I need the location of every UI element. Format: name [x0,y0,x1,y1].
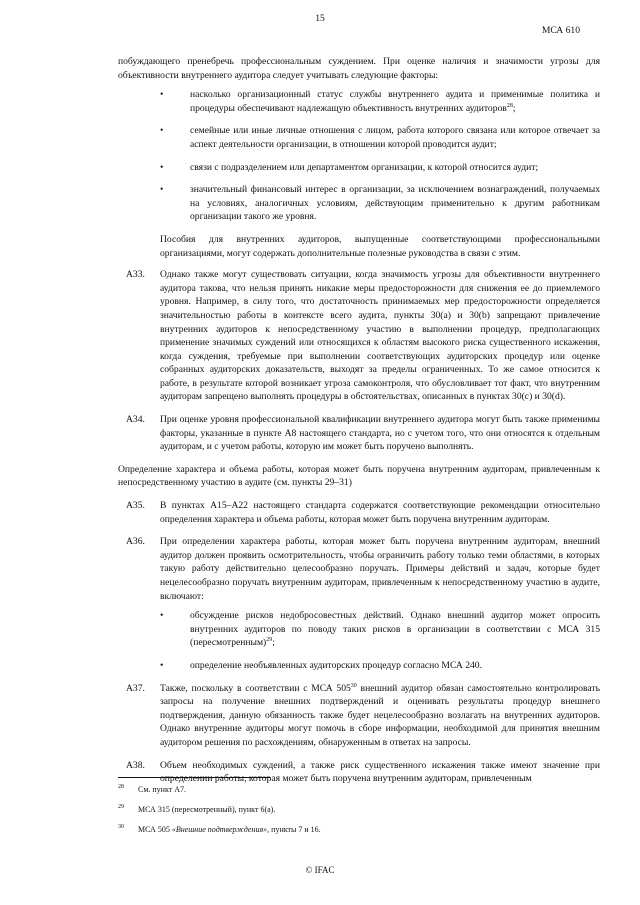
footnote-text: МСА 505 «Внешние подтверждения», пункты 7 и 16. [138,825,321,834]
paragraph-text: При определении характера работы, которая может быть поручена внутренним аудиторам, внешний аудитор должен проявить осмотрительность, чтобы ограничить работу только теми областями, в которых такую работу действительно целесообразно поручать. Примеры действий и задач, которые будет нецелесообразно поручать внутренним аудиторам, привлеченным к непосредственному участию в аудите, включают: [160,536,600,602]
paragraph-label: A38. [126,759,145,771]
page-body [118,55,600,795]
paragraph-a37 [118,682,600,750]
list-item: • обсуждение рисков недобросовестных действий. Однако внешний аудитор может опросить внутренних аудиторов по поводу таких рисков в организации в соответствии с МСА 315 (пересмотренным)$^{29}$; [190,609,600,650]
list-item: • связи с подразделением или департаментом организации, к которой относится аудит; [190,161,600,175]
paragraph-a33 [118,268,600,404]
standard-code: МСА 610 [541,25,580,36]
guides-note: Пособия для внутренних аудиторов, выпущенные соответствующими профессиональными организациями, могут содержать дополнительные полезные руководства в связи с этим. [160,233,600,259]
objectivity-factors-list [118,88,600,224]
paragraph-text: Объем необходимых суждений, а также риск существенного искажения также имеют значение при определении работы, которая может быть поручена внутренним аудиторам, привлеченным [160,759,600,785]
footnote-ref: 30 [350,682,357,689]
section-heading: Определение характера и объема работы, которая может быть поручена внутренним аудиторам, привлеченным к непосредственному участию в аудите (см. пункты 29–31) [118,463,600,489]
intro-paragraph: побуждающего пренебречь профессиональным суждением. При оценке наличия и значимости угрозы для объективности внутреннего аудитора следует учитывать следующие факторы: [118,56,600,81]
paragraph-text: Однако также могут существовать ситуации, когда значимость угрозы для объективности внутреннего аудитора такова, что нельзя принять никакие меры предосторожности для снижения ее до приемлемого уровня. Например, в силу того, что достаточность принимаемых мер предосторожности определяется значительностью работы в контексте всего аудита, пункты 30(a) и 30(b) запрещают привлечение внутренних аудиторов к непосредственному участию в выполнении процедур, предполагающих применение значимых суждений или относящихся к областям высокого риска существенного искажения, когда суждения, требуемые при выполнении соответствующих аудиторских процедур или оценке собранных аудиторских доказательств, выходят за пределы ограниченных. То же самое относится к работе, в результате которой возникает угроза самоконтроля, что обусловливает тот факт, что внутренним аудиторам запрещено выполнять процедуры в обстоятельствах, описанных в пунктах 30(c) и 30(d). [160,269,600,403]
inappropriate-tasks-list [118,609,600,672]
footnote-ref: 28 [506,102,513,109]
footnotes [118,784,600,844]
footnote-divider [118,777,270,778]
footnote [118,784,600,795]
paragraph-text: Также, поскольку в соответствии с МСА $505^{30}$ внешний аудитор обязан самостоятельно контролировать запросы на получение внешних подтверждений и оценивать результаты процедур внешнего подтверждения, данную обязанность также будет нецелесообразно возлагать на внутренних аудиторов. Однако внутренние аудиторы могут помочь в сборе информации, необходимой для принятия внешним аудитором решения по расхождениям, обнаруженным в ответах на запросы. [160,682,600,748]
paragraph-text: В пунктах A15–A22 настоящего стандарта содержатся соответствующие рекомендации относительно определения характера и объема работы, которая может быть поручена внутренним аудиторам. [160,500,600,525]
list-item: • насколько организационный статус службы внутреннего аудита и применимые политика и процедуры обеспечивают надлежащую объективность внутренних аудиторов$^{28}$; [190,88,600,115]
footnote-text: См. пункт A7. [138,785,187,794]
paragraph-a35 [118,499,600,526]
footnote [118,804,600,815]
paragraph-label: A33. [126,269,145,281]
paragraph-label: A34. [126,414,145,426]
footnote-number: 28 [118,784,124,790]
paragraph-a36 [118,535,600,603]
paragraph-label: A35. [126,500,145,512]
paragraph-label: A36. [126,536,145,548]
list-item: • семейные или иные личные отношения с лицом, работа которого связана или которое отвечает за аспект деятельности организации, в отношении которой проводится аудит; [190,124,600,151]
footnote-number: 29 [118,804,124,810]
footnote-number: 30 [118,824,124,830]
list-item: • значительный финансовый интерес в организации, за исключением вознаграждений, получаемых на условиях, аналогичных условиям, действующим применительно к другим работникам организации такого же уровня. [190,183,600,224]
page-number: 15 [315,13,325,24]
paragraph-a34 [118,413,600,454]
copyright-footer: © IFAC [305,865,335,875]
paragraph-label: A37. [126,682,145,694]
footnote [118,824,600,835]
footnote-text: МСА 315 (пересмотренный), пункт 6(a). [138,805,276,814]
paragraph-a38 [118,759,600,786]
list-item: • определение необъявленных аудиторских процедур согласно МСА 240. [190,659,600,673]
paragraph-text: При оценке уровня профессиональной квалификации внутреннего аудитора могут быть также применимы факторы, указанные в пункте A8 настоящего стандарта, но с учетом того, что они относятся к отдельным аудиторам, и с учетом работы, которую им может быть поручено выполнять. [160,414,600,453]
footnote-ref: 29 [266,637,273,644]
